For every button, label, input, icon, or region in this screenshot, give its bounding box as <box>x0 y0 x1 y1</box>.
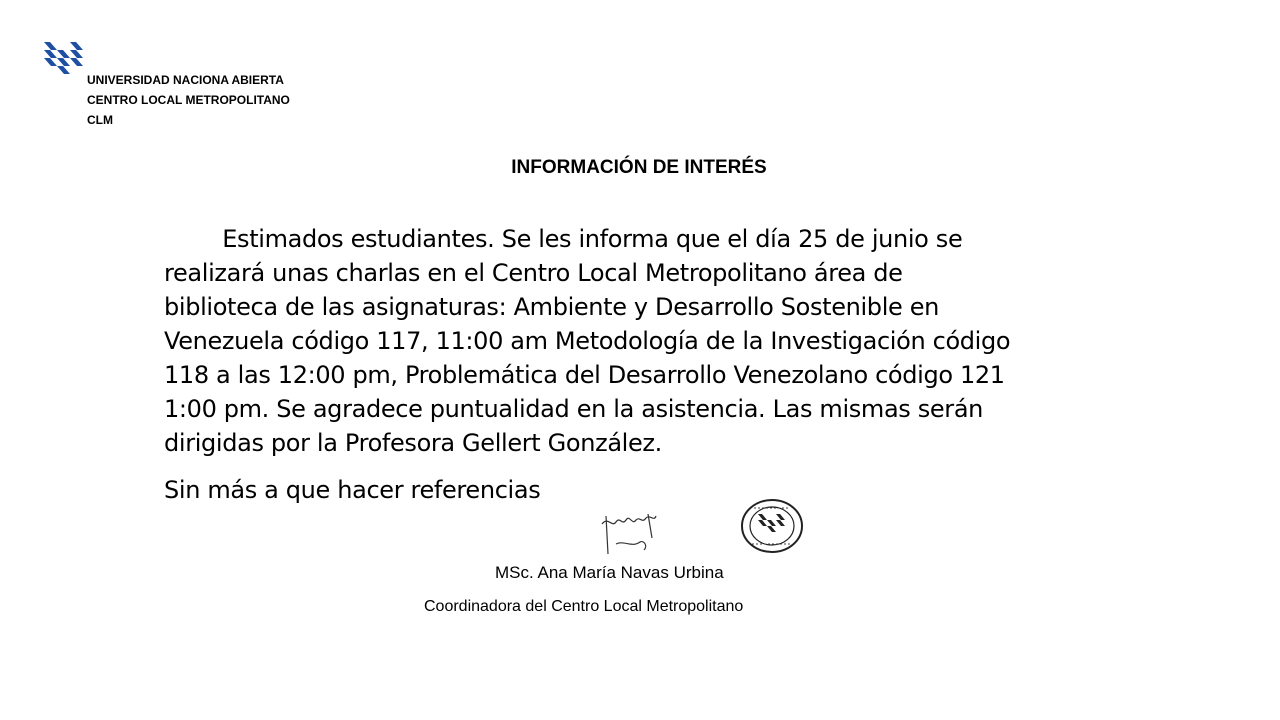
org-center: CENTRO LOCAL METROPOLITANO <box>87 93 290 107</box>
university-logo-icon <box>44 40 86 76</box>
body-line: realizará unas charlas en el Centro Local Metropolitano área de <box>164 259 903 287</box>
org-acronym: CLM <box>87 113 113 127</box>
announcement-body <box>164 222 1124 460</box>
page-title: INFORMACIÓN DE INTERÉS <box>511 157 767 178</box>
seal-icon <box>740 498 804 554</box>
org-name: UNIVERSIDAD NACIONA ABIERTA <box>87 73 284 87</box>
closing-text: Sin más a que hacer referencias <box>164 476 541 504</box>
body-line: Venezuela código 117, 11:00 am Metodología de la Investigación código <box>164 327 1011 355</box>
body-line: 118 a las 12:00 pm, Problemática del Desarrollo Venezolano código 121 <box>164 361 1005 389</box>
body-line: Estimados estudiantes. Se les informa que el día 25 de junio se <box>164 225 963 253</box>
body-line: dirigidas por la Profesora Gellert González. <box>164 429 662 457</box>
org-header <box>87 70 290 130</box>
signer-role: Coordinadora del Centro Local Metropolitano <box>424 598 744 615</box>
signature-icon <box>598 508 662 558</box>
signer-name: MSc. Ana María Navas Urbina <box>495 563 724 582</box>
body-line: biblioteca de las asignaturas: Ambiente y Desarrollo Sostenible en <box>164 293 939 321</box>
body-line: 1:00 pm. Se agradece puntualidad en la asistencia. Las mismas serán <box>164 395 984 423</box>
